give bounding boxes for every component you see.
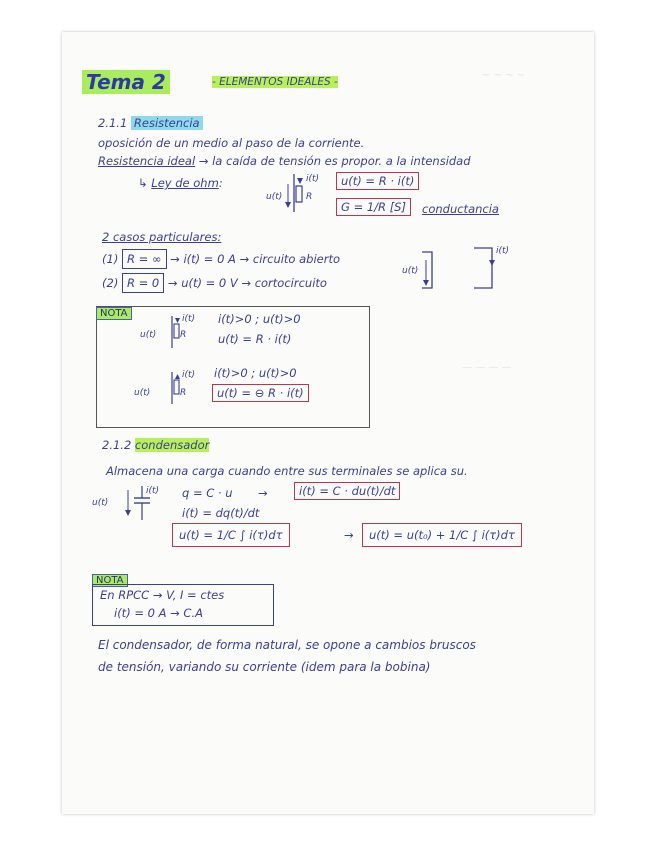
conductance-label: conductancia — [422, 202, 499, 216]
caso-1-text: → i(t) = 0 A → circuito abierto — [170, 252, 341, 266]
voltage-label: u(t) — [402, 266, 419, 276]
section-heading-resistencia — [98, 116, 203, 130]
resistance-label: R — [306, 192, 313, 202]
current-label: i(t) — [306, 174, 320, 184]
current-derivative: i(t) = dq(t)/dt — [182, 506, 260, 520]
page-subtitle — [212, 76, 338, 88]
capacitor-definition: Almacena una carga cuando entre sus terminales se aplica su. — [106, 464, 468, 478]
notebook-page — [62, 32, 594, 814]
definition-line: oposición de un medio al paso de la corriente. — [98, 136, 365, 150]
voltage-label: u(t) — [134, 388, 151, 398]
nota-condition-2: i(t)>0 ; u(t)>0 — [214, 366, 297, 380]
current-formula-box: i(t) = C · du(t)/dt — [294, 484, 400, 498]
integral-formula-2: u(t) = u(t₀) + 1/C ∫ i(τ)dτ — [362, 528, 522, 542]
ideal-resistance-desc: → la caída de tensión es propor. a la intensidad — [198, 154, 471, 168]
section-heading-condensador — [102, 438, 209, 452]
conductance-formula-text: G = 1/R [S] — [336, 198, 411, 216]
ideal-resistance-label: Resistencia ideal — [98, 154, 196, 168]
tema-title: Tema 2 — [82, 70, 170, 94]
arrow: → — [258, 486, 268, 500]
section-title: condensador — [134, 438, 210, 452]
resistance-label: R — [180, 388, 187, 398]
voltage-label: u(t) — [140, 330, 157, 340]
nota-tag-2: NOTA — [92, 572, 128, 586]
resistance-label: R — [180, 330, 187, 340]
closing-line-2: de tensión, variando su corriente (idem para la bobina) — [98, 660, 431, 674]
show-through-text: — — — — — [462, 362, 512, 373]
charge-equation: q = C · u — [182, 486, 233, 500]
caso-1-box: R = ∞ — [122, 249, 167, 269]
nota-equation-2: u(t) = ⊖ R · i(t) — [212, 386, 309, 400]
section-title: Resistencia — [131, 116, 203, 130]
conductance-formula — [336, 200, 411, 214]
caso-2: (2) R = 0 → u(t) = 0 V → cortocircuito — [102, 276, 327, 290]
nota-2-line-1: En RPCC → V, I = ctes — [100, 588, 225, 602]
current-label: i(t) — [182, 314, 196, 324]
ideal-resistance-line — [98, 154, 471, 168]
show-through-text: ~ ~ ~ ~ — [482, 70, 526, 81]
nota-condition-1: i(t)>0 ; u(t)>0 — [218, 312, 301, 326]
caso-2-text: → u(t) = 0 V → cortocircuito — [167, 276, 327, 290]
voltage-label: u(t) — [266, 192, 283, 202]
subtitle-text: - ELEMENTOS IDEALES - — [212, 76, 338, 88]
casos-title: 2 casos particulares: — [102, 230, 222, 244]
ley-ohm: Ley de ohm — [151, 176, 219, 190]
section-number: 2.1.1 — [98, 116, 128, 130]
integral-formula-1: u(t) = 1/C ∫ i(τ)dτ — [172, 528, 290, 542]
ohm-law-label: ↳ Ley de ohm: — [138, 176, 223, 190]
caso-1: (1) R = ∞ → i(t) = 0 A → circuito abierto — [102, 252, 340, 266]
closing-line-1: El condensador, de forma natural, se opone a cambios bruscos — [98, 638, 476, 652]
nota-tag-1: NOTA — [96, 305, 132, 319]
nota-equation-1: u(t) = R · i(t) — [218, 332, 292, 346]
ohm-formula — [336, 174, 419, 188]
current-label: i(t) — [496, 246, 510, 256]
ohm-formula-text: u(t) = R · i(t) — [336, 172, 419, 190]
caso-2-box: R = 0 — [122, 273, 164, 293]
arrow: → — [344, 528, 354, 542]
current-label: i(t) — [182, 370, 196, 380]
page-title — [82, 70, 170, 94]
voltage-label: u(t) — [92, 498, 109, 508]
nota-2-line-2: i(t) = 0 A → C.A — [114, 606, 203, 620]
current-label: i(t) — [146, 486, 160, 496]
section-number: 2.1.2 — [102, 438, 132, 452]
